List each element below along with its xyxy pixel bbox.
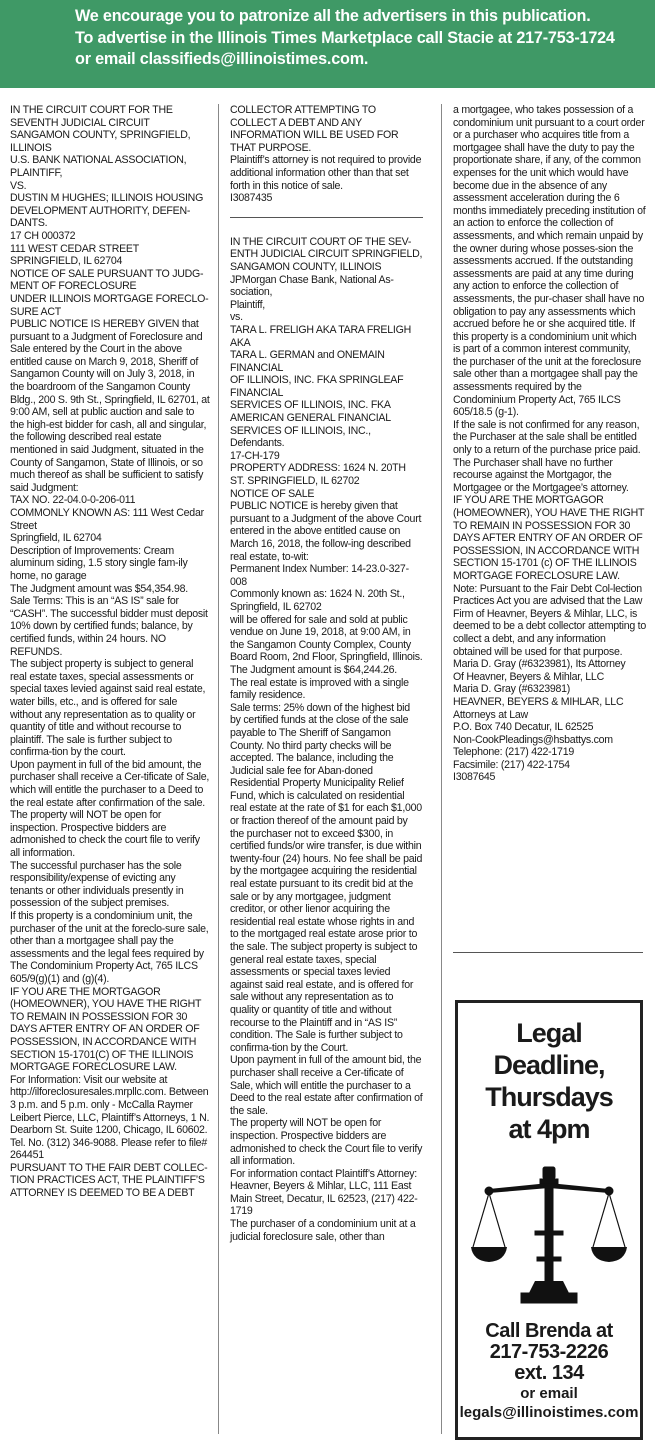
- ad-headline-2: Thursdays: [485, 1082, 613, 1112]
- notice-paragraph: Plaintiff,: [230, 298, 265, 311]
- notice-paragraph: DUSTIN M HUGHES; ILLINOIS HOUSING DEVELOPMENT AUTHORITY, DEFEN-DANTS.: [10, 192, 204, 230]
- notice-paragraph: PURSUANT TO THE FAIR DEBT COLLEC-TION PRACTICES ACT, THE PLAINTIFF’S ATTORNEY IS DEEMED TO BE A DEBT: [10, 1161, 208, 1200]
- ad-headline-1: Legal Deadline,: [493, 1018, 605, 1080]
- notice-paragraph: Attorneys at Law: [453, 708, 528, 721]
- notice-paragraph: NOTICE OF SALE: [230, 487, 315, 500]
- banner-line-3: or email classifieds@illinoistimes.com.: [75, 50, 369, 68]
- notice-paragraph: HEAVNER, BEYERS & MIHLAR, LLC: [453, 695, 624, 708]
- notice-paragraph: For Information: Visit our website at http://ilforeclosuresales.mrpllc.com. Between 3 p.m. and 5 p.m. only - McCalla Raymer Leibert Pierce, LLC, Plaintiff’s Attorneys, 1 N. Dearborn St. Suite 1200, Chicago, IL 60602. Tel. No. (312) 346-9088. Please refer to file# 264451: [10, 1073, 210, 1162]
- notice-paragraph: OF ILLINOIS, INC. FKA SPRINGLEAF FINANCIAL: [230, 374, 404, 399]
- notice-paragraph: For information contact Plaintiff’s Attorney: Heavner, Beyers & Mihlar, LLC, 111 East Main Street, Decatur, IL 62523, (217) 422-1719: [230, 1167, 418, 1218]
- column-divider: [441, 104, 442, 1434]
- notice-paragraph: TARA L. GERMAN and ONEMAIN FINANCIAL: [230, 349, 385, 374]
- column-divider: [218, 104, 219, 1434]
- banner-line-2: To advertise in the Illinois Times Marketplace call Stacie at 217-753-1724: [75, 28, 615, 47]
- notice-paragraph: IN THE CIRCUIT COURT OF THE SEV-ENTH JUDICIAL CIRCUIT SPRINGFIELD, SANGAMON COUNTY, ILLINOIS: [230, 235, 423, 273]
- notice-paragraph: vs.: [230, 311, 243, 324]
- notice-paragraph: 17 CH 000372: [10, 229, 76, 242]
- notice-paragraph: Commonly known as: 1624 N. 20th St., Springfield, IL 62702: [230, 588, 405, 613]
- notice-paragraph: COMMONLY KNOWN AS: 111 West Cedar Street: [10, 507, 204, 532]
- notice-paragraph: P.O. Box 740 Decatur, IL 62525: [453, 721, 594, 734]
- notice-paragraph: Telephone: (217) 422-1719: [453, 746, 574, 759]
- scales-of-justice-icon: [469, 1161, 629, 1311]
- notice-paragraph: Of Heavner, Beyers & Mihlar, LLC: [453, 670, 604, 683]
- legal-column-3: [453, 104, 646, 784]
- notice-paragraph: Plaintiff’s attorney is not required to provide additional information other than that set forth in this notice of sale.: [230, 154, 422, 192]
- notice-paragraph: The successful purchaser has the sole responsibility/expense of evicting any tenants or other individuals presently in possession of the subject premises.: [10, 859, 184, 910]
- notice-paragraph: The subject property is subject to general real estate taxes, special assessments or special taxes levied against said real estate, water bills, etc., and is offered for sale without any representation as to quality or quantity of title and without recourse to plaintiff. The sale is further subject to confirma-tion by the court.: [10, 658, 206, 759]
- notice-paragraph: IN THE CIRCUIT COURT FOR THE SEVENTH JUDICIAL CIRCUIT SANGAMON COUNTY, SPRINGFIELD, ILLINOIS: [10, 104, 191, 154]
- notice-paragraph: NOTICE OF SALE PURSUANT TO JUDG-MENT OF FORECLOSURE: [10, 267, 204, 293]
- notice-paragraph: Sale terms: 25% down of the highest bid by certified funds at the close of the sale payable to The Sheriff of Sangamon County. No third party checks will be accepted. The balance, including the Judicial sale fee for Aban-doned Residential Property Municipality Relief Fund, which is calculated on residential real estate at the rate of $1 for each $1,000 or fraction thereof of the amount paid by the purchaser not to exceed $300, in certified funds/or wire transfer, is due within twenty-four (24) hours. No fee shall be paid by the mortgagee acquiring the residential real estate pursuant to its credit bid at the sale or by any mortgagee, judgment creditor, or other lienor acquiring the residential real estate whose rights in and to the mortgaged real estate arose prior to the sale. The subject property is subject to general real estate taxes, special assessments or special taxes levied against said real estate, and is offered for sale without any representation as to quality or quantity of title and without recourse to the Plaintiff and in “AS IS” condition. The Sale is further subject to confirma-tion by the Court.: [230, 701, 423, 1054]
- notice-paragraph: PUBLIC NOTICE is hereby given that pursuant to a Judgment of the above Court entered in the above entitled cause on March 16, 2018, the follow-ing described real estate, to-wit:: [230, 500, 422, 563]
- notice-paragraph: SPRINGFIELD, IL 62704: [10, 255, 123, 268]
- notice-paragraph: IF YOU ARE THE MORTGAGOR (HOMEOWNER), YOU HAVE THE RIGHT TO REMAIN IN POSSESSION FOR 30 DAYS AFTER ENTRY OF AN ORDER OF POSSESSION, IN ACCORDANCE WITH SECTION 15-1701(C) OF THE ILLINOIS MORTGAGE FORECLOSURE LAW.: [10, 985, 201, 1074]
- notice-paragraph: Springfield, IL 62704: [10, 532, 102, 545]
- notice-paragraph: IF YOU ARE THE MORTGAGOR (HOMEOWNER), YOU HAVE THE RIGHT TO REMAIN IN POSSESSION FOR 30 DAYS AFTER ENTRY OF AN ORDER OF POSSESSION, IN ACCORDANCE WITH SECTION 15-1701 (c) OF THE ILLINOIS MORTGAGE FORECLOSURE LAW.: [453, 494, 644, 582]
- notice-paragraph: The Judgment amount was $54,354.98.: [10, 582, 188, 595]
- notice-id: I3087435: [230, 192, 273, 205]
- notice-paragraph: Maria D. Gray (#6323981): [453, 683, 571, 696]
- notice-paragraph: The property will NOT be open for inspection. Prospective bidders are admonished to check the court file to verify all information.: [10, 809, 200, 860]
- notice-paragraph: The property will NOT be open for inspection. Prospective bidders are admonished to check the Court file to verify all information.: [230, 1117, 423, 1168]
- notice-paragraph: JPMorgan Chase Bank, National As-sociation,: [230, 273, 394, 299]
- ad-or-email: or email: [520, 1385, 578, 1402]
- legal-column-1: [10, 104, 210, 1200]
- notice-separator: [230, 217, 423, 218]
- notice-paragraph: If this property is a condominium unit, the purchaser of the unit at the foreclo-sure sale, other than a mortgagee shall pay the assessments and the legal fees required by The Condominium Property Act, 765 ILCS 605/9(g)(1) and (g)(4).: [10, 910, 209, 985]
- notice-paragraph: TAX NO. 22-04.0-0-206-011: [10, 494, 136, 507]
- notice-paragraph: SERVICES OF ILLINOIS, INC. FKA AMERICAN GENERAL FINANCIAL SERVICES OF ILLINOIS, INC.,: [230, 399, 391, 437]
- notice-paragraph: The purchaser of a condominium unit at a judicial foreclosure sale, other than: [230, 1218, 416, 1243]
- ad-extension: ext. 134: [514, 1362, 584, 1384]
- notice-paragraph: Note: Pursuant to the Fair Debt Col-lection Practices Act you are advised that the Law Firm of Heavner, Beyers & Mihlar, LLC, is deemed to be a debt collector attempting to collect a debt, and any information obtained will be used for that purpose.: [453, 582, 647, 658]
- notice-paragraph: UNDER ILLINOIS MORTGAGE FORECLO-SURE ACT: [10, 292, 209, 318]
- advertise-banner: [0, 0, 655, 88]
- notice-paragraph: Description of Improvements: Cream aluminum siding, 1.5 story single fam-ily home, no garage: [10, 544, 188, 582]
- banner-line-1: We encourage you to patronize all the advertisers in this publication.: [75, 7, 591, 25]
- notice-paragraph: Maria D. Gray (#6323981), Its Attorney: [453, 658, 626, 671]
- notice-paragraph: PROPERTY ADDRESS: 1624 N. 20TH ST. SPRINGFIELD, IL 62702: [230, 462, 406, 488]
- legal-deadline-ad: [455, 1000, 643, 1440]
- notice-paragraph: a mortgagee, who takes possession of a condominium unit pursuant to a court order or a purchaser who acquires title from a mortgagee shall have the duty to pay the proportionate share, if any, of the common expenses for the unit which would have become due in the absence of any assessment acceleration during the 6 months immediately preceding institution of an action to enforce the collection of assessments, and which remain unpaid by the owner during whose posses-sion the assessments accrued. If the outstanding assessments are paid at any time during any action to enforce the collection of assessments, the pur-chaser shall have no obligation to pay any assessments which accrued before he or she acquired title. If this property is a condominium unit which is part of a common interest community, the purchaser of the unit at the foreclosure sale other than a mortgagee shall pay the assessments required by the Condominium Property Act, 765 ILCS 605/18.5 (g-1).: [453, 104, 646, 419]
- notice-paragraph: Upon payment in full of the bid amount, the purchaser shall receive a Cer-tificate of Sale, which will entitle the purchaser to a Deed to the real estate after confirmation of the sale.: [10, 758, 210, 809]
- ad-headline-3: at 4pm: [508, 1114, 590, 1144]
- notice-paragraph: Upon payment in full of the amount bid, the purchaser shall receive a Cer-tificate of Sale, which will entitle the purchaser to a Deed to the real estate after confirmation of the sale.: [230, 1054, 423, 1117]
- notice-paragraph: If the sale is not confirmed for any reason, the Purchaser at the sale shall be entitled only to a return of the purchase price paid. The Purchaser shall have no further recourse against the Mortgagor, the Mortgagee or the Mortgagee’s attorney.: [453, 418, 641, 494]
- notice-paragraph: Facsimile: (217) 422-1754: [453, 758, 570, 771]
- notice-paragraph: PUBLIC NOTICE IS HEREBY GIVEN that pursuant to a Judgment of Foreclosure and Sale entered by the Court in the above entitled cause on March 9, 2018, Sheriff of Sangamon County will on July 3, 2018, in the boardroom of the Sangamon County Bldg., 200 S. 9th St., Springfield, IL 62701, at 9:00 AM, sell at public auction and sale to the high-est bidder for cash, all and singular, the following described real estate mentioned in said Judgment, situated in the County of Sangamon, State of Illinois, or so much thereof as shall be sufficient to satisfy said Judgment:: [10, 318, 210, 494]
- notice-paragraph: VS.: [10, 179, 27, 192]
- notice-paragraph: 17-CH-179: [230, 449, 280, 462]
- notice-paragraph: The real estate is improved with a single family residence.: [230, 676, 409, 702]
- notice-paragraph: will be offered for sale and sold at public vendue on June 19, 2018, at 9:00 AM, in the Sangamon County Complex, County Board Room, 2nd Floor, Springfield, Illinois.: [230, 613, 423, 664]
- legal-column-2: [230, 104, 423, 1243]
- notice-paragraph: Sale Terms: This is an “AS IS” sale for “CASH”. The successful bidder must deposit 10% down by certified funds; balance, by certified funds, within 24 hours. NO REFUNDS.: [10, 595, 208, 658]
- notice-id: I3087645: [453, 771, 496, 784]
- notice-paragraph: TARA L. FRELIGH AKA TARA FRELIGH AKA: [230, 323, 411, 349]
- notice-paragraph: COLLECTOR ATTEMPTING TO COLLECT A DEBT AND ANY INFORMATION WILL BE USED FOR THAT PURPOSE.: [230, 104, 399, 154]
- notice-paragraph: U.S. BANK NATIONAL ASSOCIATION, PLAINTIFF,: [10, 154, 187, 179]
- notice-paragraph: Defendants.: [230, 437, 285, 450]
- notice-paragraph: Non-CookPleadings@hsbattys.com: [453, 733, 613, 746]
- notice-separator: [453, 952, 643, 953]
- notice-paragraph: 111 WEST CEDAR STREET: [10, 242, 139, 255]
- ad-email-link[interactable]: legals@illinoistimes.com: [459, 1404, 639, 1421]
- notice-paragraph: The Judgment amount is $64,244.26.: [230, 663, 398, 676]
- ad-phone: 217-753-2226: [489, 1341, 609, 1363]
- notice-paragraph: Permanent Index Number: 14-23.0-327-008: [230, 563, 409, 588]
- ad-call-text: Call Brenda at: [485, 1320, 613, 1342]
